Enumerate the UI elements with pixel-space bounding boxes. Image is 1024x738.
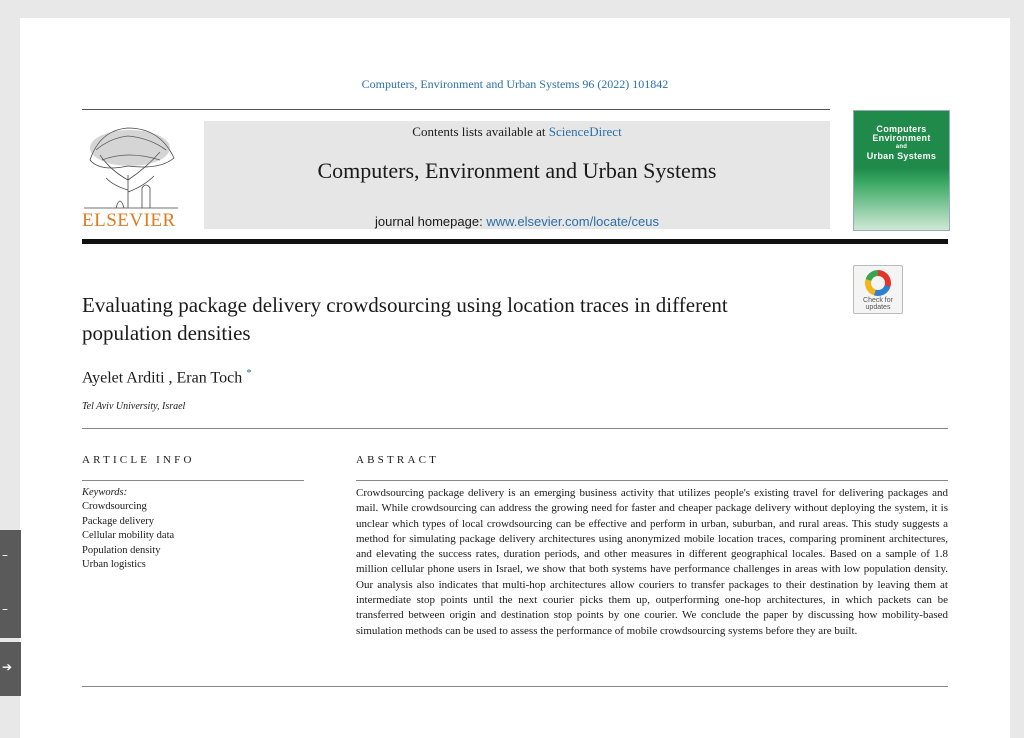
journal-title: Computers, Environment and Urban Systems bbox=[317, 158, 717, 183]
paper-title: Evaluating package delivery crowdsourcing using location traces in different population densities bbox=[82, 293, 728, 345]
abstract-heading: ABSTRACT bbox=[356, 454, 440, 466]
dash-icon: – bbox=[2, 602, 8, 616]
homepage-prefix: journal homepage: bbox=[375, 214, 487, 229]
header-divider bbox=[82, 239, 948, 244]
check-updates-label bbox=[854, 297, 902, 311]
abstract-text: Crowdsourcing package delivery is an emerging business activity that utilizes people's existing travel for delivering packages and mail. While crowdsourcing can address the growing need for faster and cheaper package delivery without deploying the system, it is unclear which types of local crowdsourcing can be effective and perform in urban, suburban, and rural areas. This study suggests a method for simulating package delivery architectures using anonymized mobile location traces, comparing prominent architectures, and elevating the success rates, duration periods, and other measures in different geographical locales. Based on a sample of 1.8 million cellular phone users in Israel, we show that both systems have performance challenges in areas with low population density. Our analysis also indicates that multi-hop architectures allow couriers to transfer packages to their destination by leaving them at intermediate stop points until the next courier picks them up, outperforming one-hop architectures, in which packets can be transferred between origin and destination stop points by one courier. We conclude the paper by discussing how mobility-based simulation methods can be used to assess the performance of mobile crowdsourcing systems before they are built. bbox=[356, 487, 948, 637]
side-tab[interactable] bbox=[0, 642, 21, 696]
arrow-right-icon: ➔ bbox=[2, 660, 13, 674]
journal-citation[interactable]: Computers, Environment and Urban Systems 96 (2022) 101842 bbox=[361, 77, 669, 91]
corresponding-author-mark[interactable]: * bbox=[246, 367, 252, 379]
check-line-1: Check for bbox=[863, 297, 893, 304]
divider bbox=[82, 109, 830, 110]
homepage-line bbox=[204, 214, 830, 229]
sciencedirect-link[interactable]: ScienceDirect bbox=[548, 124, 622, 139]
journal-banner bbox=[204, 121, 830, 229]
keyword: Urban logistics bbox=[82, 559, 146, 571]
cover-line-4: Urban Systems bbox=[866, 151, 937, 161]
elsevier-wordmark: ELSEVIER bbox=[82, 210, 176, 231]
check-line-2: updates bbox=[865, 304, 891, 311]
keywords-label: Keywords: bbox=[82, 487, 128, 498]
divider bbox=[82, 480, 304, 481]
contents-prefix: Contents lists available at bbox=[412, 124, 549, 139]
author-list bbox=[82, 367, 252, 387]
journal-cover[interactable] bbox=[853, 110, 950, 231]
cover-line-1: Computers bbox=[876, 124, 927, 134]
dash-icon: – bbox=[2, 548, 8, 562]
side-tab[interactable] bbox=[0, 584, 21, 638]
article-page bbox=[20, 18, 1010, 738]
affiliation: Tel Aviv University, Israel bbox=[82, 401, 186, 412]
side-tab[interactable] bbox=[0, 530, 21, 584]
cover-title bbox=[854, 125, 949, 161]
check-for-updates-button[interactable] bbox=[853, 265, 903, 314]
article-info-heading: ARTICLE INFO bbox=[82, 454, 195, 466]
keywords-block bbox=[82, 486, 174, 572]
author-name[interactable]: Ayelet Arditi bbox=[82, 369, 165, 387]
keyword: Crowdsourcing bbox=[82, 501, 147, 513]
contents-line bbox=[204, 124, 830, 140]
journal-homepage-link[interactable]: www.elsevier.com/locate/ceus bbox=[486, 214, 659, 229]
keyword: Population density bbox=[82, 544, 161, 556]
keyword: Cellular mobility data bbox=[82, 530, 175, 542]
cover-line-2: Environment bbox=[872, 133, 931, 143]
author-separator: , bbox=[164, 369, 177, 387]
author-name[interactable]: Eran Toch bbox=[176, 369, 243, 387]
crossmark-icon bbox=[865, 270, 891, 296]
cover-line-3: and bbox=[895, 144, 908, 150]
keyword: Package delivery bbox=[82, 515, 155, 527]
divider bbox=[82, 428, 948, 429]
divider bbox=[82, 686, 948, 687]
divider bbox=[356, 480, 948, 481]
